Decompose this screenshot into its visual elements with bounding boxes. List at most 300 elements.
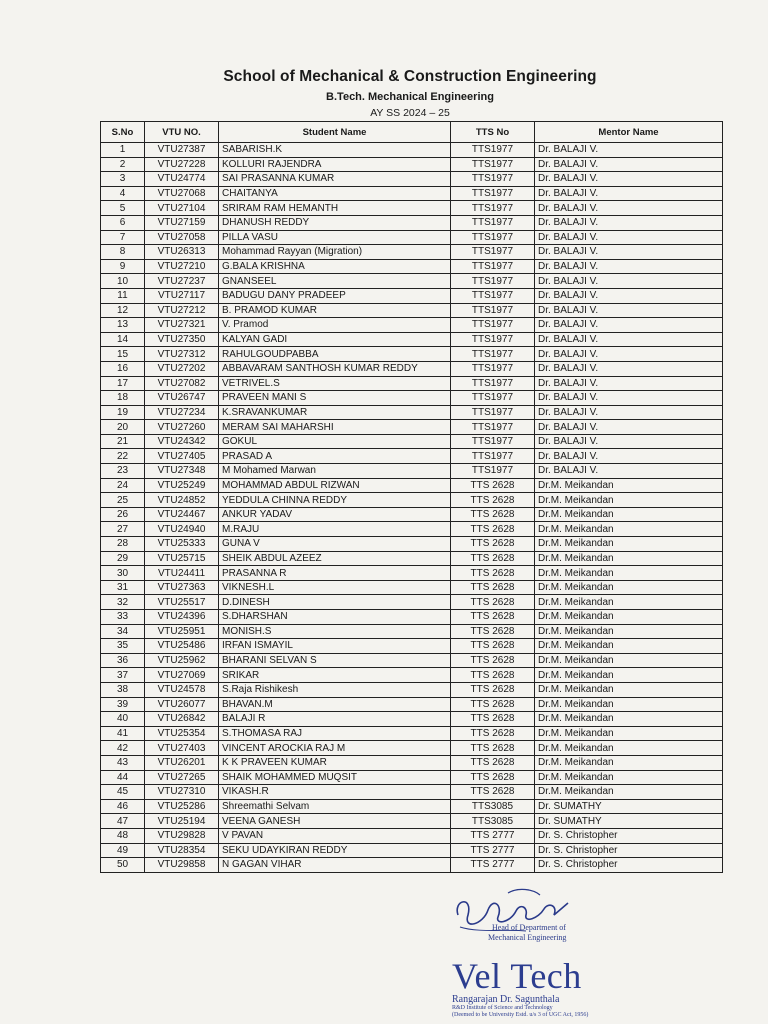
cell-vtu-no: VTU29828 bbox=[145, 828, 219, 843]
cell-student-name: VEENA GANESH bbox=[219, 814, 451, 829]
cell-mentor-name: Dr. BALAJI V. bbox=[535, 245, 723, 260]
cell-sno: 13 bbox=[101, 318, 145, 333]
cell-student-name: VIKNESH.L bbox=[219, 580, 451, 595]
cell-student-name: S.THOMASA RAJ bbox=[219, 726, 451, 741]
cell-vtu-no: VTU27363 bbox=[145, 580, 219, 595]
cell-tts-no: TTS 2628 bbox=[451, 682, 535, 697]
cell-sno: 11 bbox=[101, 288, 145, 303]
cell-tts-no: TTS 2628 bbox=[451, 580, 535, 595]
table-row bbox=[101, 522, 723, 537]
table-row bbox=[101, 858, 723, 873]
cell-vtu-no: VTU24940 bbox=[145, 522, 219, 537]
table-row bbox=[101, 332, 723, 347]
cell-sno: 34 bbox=[101, 624, 145, 639]
cell-sno: 12 bbox=[101, 303, 145, 318]
cell-vtu-no: VTU27068 bbox=[145, 186, 219, 201]
logo-name: Vel Tech bbox=[452, 956, 582, 996]
cell-mentor-name: Dr.M. Meikandan bbox=[535, 551, 723, 566]
table-row bbox=[101, 799, 723, 814]
cell-vtu-no: VTU27212 bbox=[145, 303, 219, 318]
cell-student-name: IRFAN ISMAYIL bbox=[219, 639, 451, 654]
cell-tts-no: TTS 2628 bbox=[451, 624, 535, 639]
table-row bbox=[101, 726, 723, 741]
table-row bbox=[101, 420, 723, 435]
cell-sno: 27 bbox=[101, 522, 145, 537]
cell-student-name: VETRIVEL.S bbox=[219, 376, 451, 391]
cell-sno: 31 bbox=[101, 580, 145, 595]
cell-student-name: RAHULGOUDPABBA bbox=[219, 347, 451, 362]
table-row bbox=[101, 610, 723, 625]
cell-tts-no: TTS 2628 bbox=[451, 668, 535, 683]
cell-sno: 46 bbox=[101, 799, 145, 814]
cell-sno: 45 bbox=[101, 785, 145, 800]
hod-signature-stamp bbox=[448, 885, 588, 945]
cell-student-name: GUNA V bbox=[219, 537, 451, 552]
cell-student-name: CHAITANYA bbox=[219, 186, 451, 201]
cell-sno: 5 bbox=[101, 201, 145, 216]
cell-student-name: BHAVAN.M bbox=[219, 697, 451, 712]
cell-vtu-no: VTU24467 bbox=[145, 507, 219, 522]
logo-line-4: (Deemed to be University Estd. u/s 3 of UGC Act, 1956) bbox=[452, 1012, 589, 1018]
cell-sno: 19 bbox=[101, 405, 145, 420]
cell-sno: 41 bbox=[101, 726, 145, 741]
cell-vtu-no: VTU26747 bbox=[145, 391, 219, 406]
cell-student-name: Mohammad Rayyan (Migration) bbox=[219, 245, 451, 260]
cell-sno: 29 bbox=[101, 551, 145, 566]
cell-tts-no: TTS1977 bbox=[451, 288, 535, 303]
cell-student-name: K K PRAVEEN KUMAR bbox=[219, 755, 451, 770]
cell-student-name: BHARANI SELVAN S bbox=[219, 653, 451, 668]
cell-mentor-name: Dr. BALAJI V. bbox=[535, 274, 723, 289]
cell-mentor-name: Dr. BALAJI V. bbox=[535, 434, 723, 449]
cell-sno: 2 bbox=[101, 157, 145, 172]
table-row bbox=[101, 186, 723, 201]
cell-tts-no: TTS 2777 bbox=[451, 828, 535, 843]
cell-student-name: ANKUR YADAV bbox=[219, 507, 451, 522]
cell-sno: 15 bbox=[101, 347, 145, 362]
cell-vtu-no: VTU24578 bbox=[145, 682, 219, 697]
program-subtitle: B.Tech. Mechanical Engineering bbox=[326, 91, 494, 103]
table-row bbox=[101, 682, 723, 697]
cell-sno: 24 bbox=[101, 478, 145, 493]
cell-vtu-no: VTU26313 bbox=[145, 245, 219, 260]
column-header-student-name: Student Name bbox=[219, 122, 451, 143]
table-row bbox=[101, 288, 723, 303]
cell-sno: 25 bbox=[101, 493, 145, 508]
cell-student-name: MOHAMMAD ABDUL RIZWAN bbox=[219, 478, 451, 493]
cell-mentor-name: Dr. BALAJI V. bbox=[535, 288, 723, 303]
cell-student-name: K.SRAVANKUMAR bbox=[219, 405, 451, 420]
cell-sno: 36 bbox=[101, 653, 145, 668]
cell-vtu-no: VTU27403 bbox=[145, 741, 219, 756]
cell-student-name: PRASAD A bbox=[219, 449, 451, 464]
cell-tts-no: TTS 2628 bbox=[451, 507, 535, 522]
table-row bbox=[101, 785, 723, 800]
cell-student-name: SAI PRASANNA KUMAR bbox=[219, 172, 451, 187]
cell-tts-no: TTS 2628 bbox=[451, 537, 535, 552]
cell-student-name: MONISH.S bbox=[219, 624, 451, 639]
cell-tts-no: TTS 2628 bbox=[451, 770, 535, 785]
page-title: School of Mechanical & Construction Engineering bbox=[223, 68, 597, 85]
cell-sno: 20 bbox=[101, 420, 145, 435]
logo-line-2: Rangarajan Dr. Sagunthala bbox=[452, 994, 560, 1005]
cell-tts-no: TTS1977 bbox=[451, 172, 535, 187]
cell-tts-no: TTS 2628 bbox=[451, 522, 535, 537]
cell-mentor-name: Dr.M. Meikandan bbox=[535, 741, 723, 756]
cell-student-name: S.DHARSHAN bbox=[219, 610, 451, 625]
table-row bbox=[101, 434, 723, 449]
cell-sno: 48 bbox=[101, 828, 145, 843]
cell-tts-no: TTS 2628 bbox=[451, 712, 535, 727]
cell-vtu-no: VTU24411 bbox=[145, 566, 219, 581]
cell-vtu-no: VTU27069 bbox=[145, 668, 219, 683]
table-row bbox=[101, 741, 723, 756]
cell-mentor-name: Dr. BALAJI V. bbox=[535, 464, 723, 479]
cell-mentor-name: Dr.M. Meikandan bbox=[535, 507, 723, 522]
cell-tts-no: TTS 2628 bbox=[451, 755, 535, 770]
table-row bbox=[101, 274, 723, 289]
cell-sno: 14 bbox=[101, 332, 145, 347]
table-row bbox=[101, 464, 723, 479]
table-row bbox=[101, 143, 723, 158]
cell-student-name: YEDDULA CHINNA REDDY bbox=[219, 493, 451, 508]
cell-sno: 26 bbox=[101, 507, 145, 522]
academic-year: AY SS 2024 – 25 bbox=[370, 107, 450, 119]
cell-mentor-name: Dr.M. Meikandan bbox=[535, 726, 723, 741]
logo-line-3: R&D Institute of Science and Technology bbox=[452, 1005, 553, 1011]
cell-tts-no: TTS1977 bbox=[451, 259, 535, 274]
cell-vtu-no: VTU25951 bbox=[145, 624, 219, 639]
cell-student-name: SHEIK ABDUL AZEEZ bbox=[219, 551, 451, 566]
cell-vtu-no: VTU25249 bbox=[145, 478, 219, 493]
table-row bbox=[101, 361, 723, 376]
table-row bbox=[101, 507, 723, 522]
cell-vtu-no: VTU27117 bbox=[145, 288, 219, 303]
cell-student-name: GOKUL bbox=[219, 434, 451, 449]
cell-vtu-no: VTU27159 bbox=[145, 215, 219, 230]
cell-mentor-name: Dr. BALAJI V. bbox=[535, 332, 723, 347]
cell-student-name: V. Pramod bbox=[219, 318, 451, 333]
table-row bbox=[101, 376, 723, 391]
cell-vtu-no: VTU24774 bbox=[145, 172, 219, 187]
cell-tts-no: TTS1977 bbox=[451, 332, 535, 347]
cell-vtu-no: VTU25962 bbox=[145, 653, 219, 668]
cell-student-name: KOLLURI RAJENDRA bbox=[219, 157, 451, 172]
cell-mentor-name: Dr. BALAJI V. bbox=[535, 259, 723, 274]
table-row bbox=[101, 755, 723, 770]
cell-vtu-no: VTU25517 bbox=[145, 595, 219, 610]
cell-tts-no: TTS 2628 bbox=[451, 726, 535, 741]
cell-mentor-name: Dr.M. Meikandan bbox=[535, 712, 723, 727]
cell-vtu-no: VTU27202 bbox=[145, 361, 219, 376]
cell-student-name: V PAVAN bbox=[219, 828, 451, 843]
table-row bbox=[101, 653, 723, 668]
cell-sno: 18 bbox=[101, 391, 145, 406]
cell-sno: 6 bbox=[101, 215, 145, 230]
table-row bbox=[101, 259, 723, 274]
table-row bbox=[101, 566, 723, 581]
cell-mentor-name: Dr.M. Meikandan bbox=[535, 697, 723, 712]
cell-student-name: MERAM SAI MAHARSHI bbox=[219, 420, 451, 435]
cell-sno: 50 bbox=[101, 858, 145, 873]
cell-tts-no: TTS1977 bbox=[451, 347, 535, 362]
cell-tts-no: TTS 2628 bbox=[451, 653, 535, 668]
cell-tts-no: TTS 2628 bbox=[451, 595, 535, 610]
cell-vtu-no: VTU27237 bbox=[145, 274, 219, 289]
cell-sno: 40 bbox=[101, 712, 145, 727]
table-row bbox=[101, 215, 723, 230]
cell-mentor-name: Dr.M. Meikandan bbox=[535, 785, 723, 800]
cell-vtu-no: VTU25715 bbox=[145, 551, 219, 566]
cell-mentor-name: Dr.M. Meikandan bbox=[535, 478, 723, 493]
cell-mentor-name: Dr.M. Meikandan bbox=[535, 580, 723, 595]
cell-student-name: KALYAN GADI bbox=[219, 332, 451, 347]
cell-tts-no: TTS 2628 bbox=[451, 551, 535, 566]
cell-mentor-name: Dr.M. Meikandan bbox=[535, 493, 723, 508]
cell-mentor-name: Dr. BALAJI V. bbox=[535, 215, 723, 230]
cell-student-name: VIKASH.R bbox=[219, 785, 451, 800]
cell-student-name: PRASANNA R bbox=[219, 566, 451, 581]
table-row bbox=[101, 624, 723, 639]
cell-tts-no: TTS 2628 bbox=[451, 610, 535, 625]
cell-vtu-no: VTU26077 bbox=[145, 697, 219, 712]
cell-vtu-no: VTU26201 bbox=[145, 755, 219, 770]
table-row bbox=[101, 639, 723, 654]
cell-tts-no: TTS1977 bbox=[451, 157, 535, 172]
cell-vtu-no: VTU27310 bbox=[145, 785, 219, 800]
cell-student-name: SRIKAR bbox=[219, 668, 451, 683]
cell-vtu-no: VTU24342 bbox=[145, 434, 219, 449]
cell-sno: 35 bbox=[101, 639, 145, 654]
cell-vtu-no: VTU27265 bbox=[145, 770, 219, 785]
cell-sno: 42 bbox=[101, 741, 145, 756]
cell-student-name: BALAJI R bbox=[219, 712, 451, 727]
cell-vtu-no: VTU27210 bbox=[145, 259, 219, 274]
cell-vtu-no: VTU27321 bbox=[145, 318, 219, 333]
cell-student-name: M.RAJU bbox=[219, 522, 451, 537]
cell-sno: 32 bbox=[101, 595, 145, 610]
cell-tts-no: TTS 2628 bbox=[451, 566, 535, 581]
cell-student-name: ABBAVARAM SANTHOSH KUMAR REDDY bbox=[219, 361, 451, 376]
table-row bbox=[101, 668, 723, 683]
cell-student-name: DHANUSH REDDY bbox=[219, 215, 451, 230]
cell-tts-no: TTS 2628 bbox=[451, 493, 535, 508]
cell-mentor-name: Dr. BALAJI V. bbox=[535, 347, 723, 362]
table-row bbox=[101, 405, 723, 420]
cell-vtu-no: VTU28354 bbox=[145, 843, 219, 858]
cell-sno: 38 bbox=[101, 682, 145, 697]
cell-vtu-no: VTU25486 bbox=[145, 639, 219, 654]
cell-tts-no: TTS1977 bbox=[451, 449, 535, 464]
cell-tts-no: TTS1977 bbox=[451, 464, 535, 479]
cell-student-name: PRAVEEN MANI S bbox=[219, 391, 451, 406]
cell-mentor-name: Dr. BALAJI V. bbox=[535, 361, 723, 376]
cell-tts-no: TTS1977 bbox=[451, 274, 535, 289]
cell-mentor-name: Dr.M. Meikandan bbox=[535, 682, 723, 697]
cell-mentor-name: Dr.M. Meikandan bbox=[535, 755, 723, 770]
table-header-row bbox=[101, 122, 723, 143]
cell-vtu-no: VTU27387 bbox=[145, 143, 219, 158]
cell-sno: 3 bbox=[101, 172, 145, 187]
cell-sno: 8 bbox=[101, 245, 145, 260]
cell-sno: 47 bbox=[101, 814, 145, 829]
table-row bbox=[101, 391, 723, 406]
cell-tts-no: TTS3085 bbox=[451, 799, 535, 814]
mentor-allocation-table bbox=[100, 121, 723, 873]
cell-student-name: D.DINESH bbox=[219, 595, 451, 610]
cell-student-name: M Mohamed Marwan bbox=[219, 464, 451, 479]
cell-tts-no: TTS1977 bbox=[451, 361, 535, 376]
table-row bbox=[101, 493, 723, 508]
table-row bbox=[101, 449, 723, 464]
cell-mentor-name: Dr. BALAJI V. bbox=[535, 391, 723, 406]
cell-mentor-name: Dr. BALAJI V. bbox=[535, 376, 723, 391]
table-row bbox=[101, 347, 723, 362]
cell-tts-no: TTS1977 bbox=[451, 245, 535, 260]
table-row bbox=[101, 843, 723, 858]
table-row bbox=[101, 814, 723, 829]
cell-mentor-name: Dr. BALAJI V. bbox=[535, 405, 723, 420]
cell-sno: 37 bbox=[101, 668, 145, 683]
cell-student-name: SABARISH.K bbox=[219, 143, 451, 158]
cell-sno: 30 bbox=[101, 566, 145, 581]
cell-mentor-name: Dr. BALAJI V. bbox=[535, 172, 723, 187]
cell-vtu-no: VTU27104 bbox=[145, 201, 219, 216]
cell-student-name: Shreemathi Selvam bbox=[219, 799, 451, 814]
cell-sno: 1 bbox=[101, 143, 145, 158]
cell-mentor-name: Dr.M. Meikandan bbox=[535, 537, 723, 552]
cell-mentor-name: Dr. BALAJI V. bbox=[535, 449, 723, 464]
cell-student-name: G.BALA KRISHNA bbox=[219, 259, 451, 274]
cell-student-name: S.Raja Rishikesh bbox=[219, 682, 451, 697]
cell-sno: 9 bbox=[101, 259, 145, 274]
cell-student-name: SHAIK MOHAMMED MUQSIT bbox=[219, 770, 451, 785]
cell-sno: 43 bbox=[101, 755, 145, 770]
cell-vtu-no: VTU24396 bbox=[145, 610, 219, 625]
cell-mentor-name: Dr. SUMATHY bbox=[535, 799, 723, 814]
cell-vtu-no: VTU27228 bbox=[145, 157, 219, 172]
cell-sno: 23 bbox=[101, 464, 145, 479]
cell-vtu-no: VTU27082 bbox=[145, 376, 219, 391]
stamp-line-1: Head of Department of bbox=[492, 923, 566, 932]
cell-mentor-name: Dr.M. Meikandan bbox=[535, 624, 723, 639]
cell-mentor-name: Dr. BALAJI V. bbox=[535, 201, 723, 216]
cell-sno: 16 bbox=[101, 361, 145, 376]
cell-mentor-name: Dr. SUMATHY bbox=[535, 814, 723, 829]
column-header-tts: TTS No bbox=[451, 122, 535, 143]
cell-tts-no: TTS 2777 bbox=[451, 843, 535, 858]
cell-vtu-no: VTU27312 bbox=[145, 347, 219, 362]
cell-student-name: SEKU UDAYKIRAN REDDY bbox=[219, 843, 451, 858]
cell-sno: 28 bbox=[101, 537, 145, 552]
table-row bbox=[101, 712, 723, 727]
cell-mentor-name: Dr.M. Meikandan bbox=[535, 668, 723, 683]
cell-mentor-name: Dr. S. Christopher bbox=[535, 858, 723, 873]
institution-logo bbox=[452, 958, 622, 1019]
cell-tts-no: TTS 2628 bbox=[451, 785, 535, 800]
table-row bbox=[101, 551, 723, 566]
cell-tts-no: TTS1977 bbox=[451, 434, 535, 449]
cell-tts-no: TTS 2628 bbox=[451, 697, 535, 712]
cell-sno: 22 bbox=[101, 449, 145, 464]
cell-mentor-name: Dr.M. Meikandan bbox=[535, 653, 723, 668]
cell-mentor-name: Dr. BALAJI V. bbox=[535, 303, 723, 318]
table-row bbox=[101, 580, 723, 595]
table-row bbox=[101, 595, 723, 610]
cell-tts-no: TTS1977 bbox=[451, 318, 535, 333]
table-row bbox=[101, 697, 723, 712]
cell-tts-no: TTS1977 bbox=[451, 405, 535, 420]
table-row bbox=[101, 770, 723, 785]
cell-mentor-name: Dr.M. Meikandan bbox=[535, 639, 723, 654]
cell-student-name: B. PRAMOD KUMAR bbox=[219, 303, 451, 318]
cell-tts-no: TTS1977 bbox=[451, 201, 535, 216]
cell-mentor-name: Dr.M. Meikandan bbox=[535, 610, 723, 625]
table-row bbox=[101, 230, 723, 245]
cell-mentor-name: Dr.M. Meikandan bbox=[535, 566, 723, 581]
column-header-sno: S.No bbox=[101, 122, 145, 143]
table-row bbox=[101, 245, 723, 260]
cell-mentor-name: Dr. BALAJI V. bbox=[535, 157, 723, 172]
cell-tts-no: TTS1977 bbox=[451, 303, 535, 318]
cell-vtu-no: VTU27405 bbox=[145, 449, 219, 464]
cell-mentor-name: Dr. BALAJI V. bbox=[535, 143, 723, 158]
cell-vtu-no: VTU25333 bbox=[145, 537, 219, 552]
table-body bbox=[101, 143, 723, 873]
cell-tts-no: TTS 2628 bbox=[451, 741, 535, 756]
cell-vtu-no: VTU24852 bbox=[145, 493, 219, 508]
cell-sno: 21 bbox=[101, 434, 145, 449]
cell-mentor-name: Dr.M. Meikandan bbox=[535, 595, 723, 610]
cell-vtu-no: VTU27234 bbox=[145, 405, 219, 420]
table-row bbox=[101, 303, 723, 318]
cell-vtu-no: VTU25194 bbox=[145, 814, 219, 829]
cell-mentor-name: Dr.M. Meikandan bbox=[535, 770, 723, 785]
cell-mentor-name: Dr. BALAJI V. bbox=[535, 318, 723, 333]
cell-vtu-no: VTU27260 bbox=[145, 420, 219, 435]
cell-vtu-no: VTU26842 bbox=[145, 712, 219, 727]
cell-mentor-name: Dr. S. Christopher bbox=[535, 828, 723, 843]
table-row bbox=[101, 478, 723, 493]
cell-student-name: PILLA VASU bbox=[219, 230, 451, 245]
cell-sno: 49 bbox=[101, 843, 145, 858]
cell-student-name: BADUGU DANY PRADEEP bbox=[219, 288, 451, 303]
cell-sno: 44 bbox=[101, 770, 145, 785]
cell-tts-no: TTS3085 bbox=[451, 814, 535, 829]
cell-sno: 33 bbox=[101, 610, 145, 625]
cell-tts-no: TTS1977 bbox=[451, 230, 535, 245]
cell-sno: 7 bbox=[101, 230, 145, 245]
cell-sno: 4 bbox=[101, 186, 145, 201]
cell-sno: 10 bbox=[101, 274, 145, 289]
stamp-line-2: Mechanical Engineering bbox=[488, 933, 567, 942]
cell-mentor-name: Dr. BALAJI V. bbox=[535, 186, 723, 201]
column-header-mentor: Mentor Name bbox=[535, 122, 723, 143]
cell-tts-no: TTS1977 bbox=[451, 420, 535, 435]
cell-mentor-name: Dr. BALAJI V. bbox=[535, 230, 723, 245]
cell-student-name: SRIRAM RAM HEMANTH bbox=[219, 201, 451, 216]
cell-tts-no: TTS1977 bbox=[451, 143, 535, 158]
table-row bbox=[101, 172, 723, 187]
cell-mentor-name: Dr. S. Christopher bbox=[535, 843, 723, 858]
cell-student-name: GNANSEEL bbox=[219, 274, 451, 289]
cell-mentor-name: Dr.M. Meikandan bbox=[535, 522, 723, 537]
cell-student-name: N GAGAN VIHAR bbox=[219, 858, 451, 873]
cell-vtu-no: VTU27350 bbox=[145, 332, 219, 347]
cell-vtu-no: VTU25354 bbox=[145, 726, 219, 741]
cell-tts-no: TTS 2628 bbox=[451, 639, 535, 654]
cell-tts-no: TTS1977 bbox=[451, 215, 535, 230]
